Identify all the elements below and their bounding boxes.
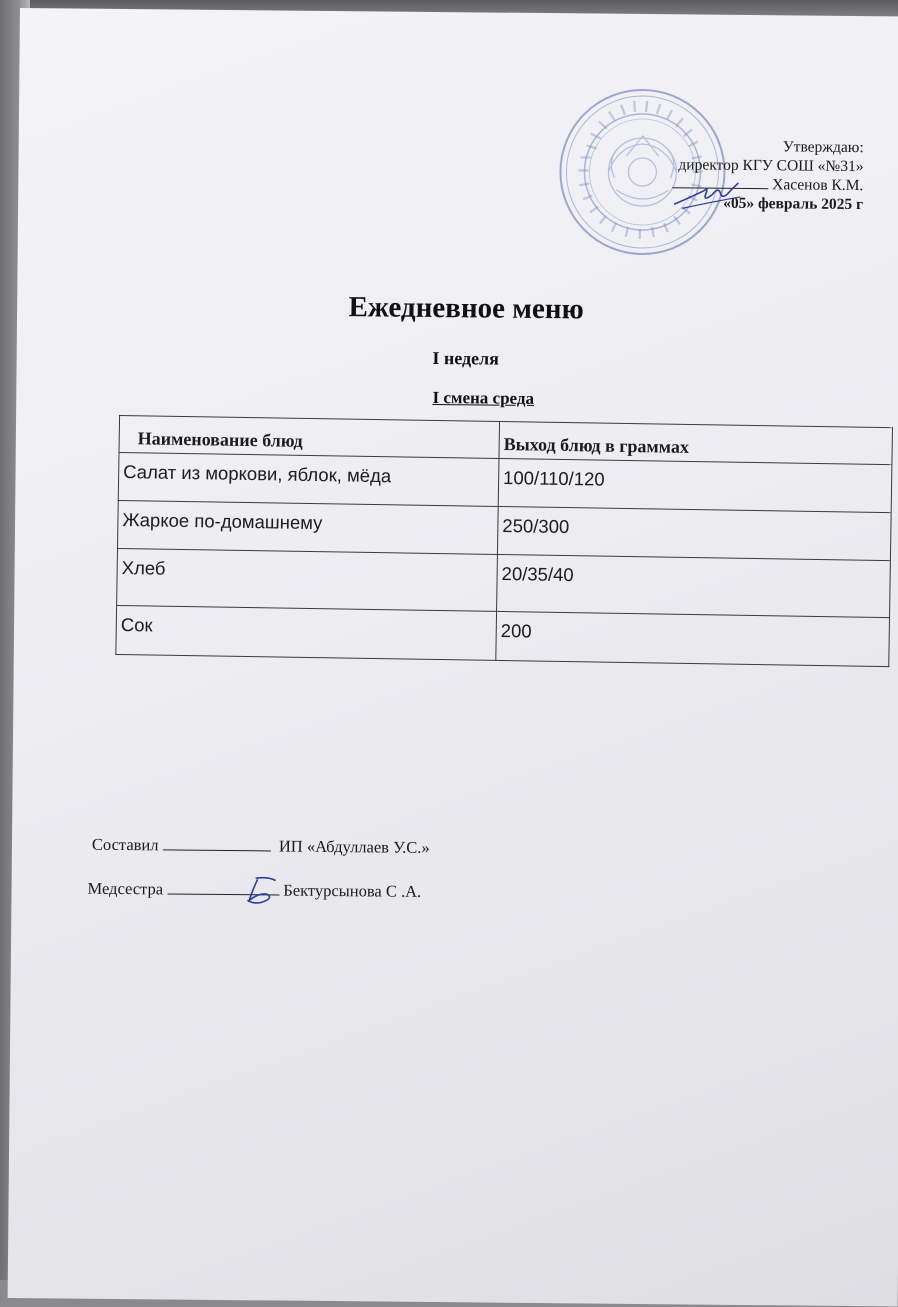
approval-heading: Утверждаю:: [673, 136, 864, 157]
menu-table: [115, 415, 893, 667]
dish-name: Хлеб: [117, 548, 498, 611]
shift-label: I смена среда: [16, 384, 898, 413]
nurse-label: Медсестра: [87, 879, 163, 899]
dish-name: Сок: [116, 605, 497, 660]
page-title: Ежедневное меню: [17, 288, 898, 330]
nurse-signature-icon: [237, 874, 287, 908]
portion-grams: 100/110/120: [498, 458, 892, 512]
nurse-name: Бектурсынова С .А.: [283, 881, 421, 901]
compiled-by-label: Составил: [92, 835, 159, 855]
portion-grams: 20/35/40: [497, 554, 891, 617]
approval-position: директор КГУ СОШ «№31»: [672, 155, 863, 176]
column-header-portion: Выход блюд в граммах: [499, 421, 893, 464]
dish-name: Салат из моркови, яблок, мёда: [118, 452, 499, 506]
compiled-by-name: ИП «Абдуллаев У.С.»: [279, 837, 430, 857]
signature-line: [163, 837, 271, 851]
approval-director-name: Хасенов К.М.: [772, 176, 863, 194]
portion-grams: 250/300: [497, 506, 891, 560]
portion-grams: 200: [496, 611, 890, 666]
director-signature-icon: [668, 174, 768, 215]
week-label: I неделя: [17, 344, 898, 374]
approval-date: «05» февраль 2025 г: [672, 193, 863, 214]
document-page: [8, 8, 898, 1306]
compiled-by-row: [92, 835, 430, 858]
column-header-dish: Наименование блюд: [119, 415, 500, 458]
dish-name: Жаркое по-домашнему: [118, 500, 499, 554]
